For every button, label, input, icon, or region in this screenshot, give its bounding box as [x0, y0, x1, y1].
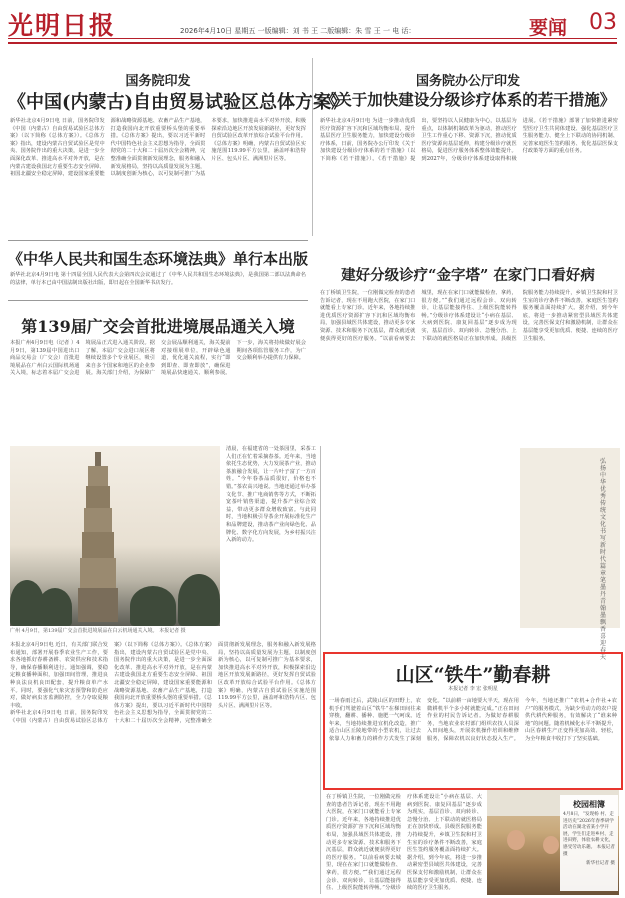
article8-body: [10, 642, 316, 892]
article3-body-text: 新华社北京4月9日电 第十四届全国人民代表大会第四次会议通过了《中华人民共和国生态环境法典》，是我国第二部以法典命名的法律，单行本已由中国法制出版社出版，即日起在全国新华书店发行。: [10, 272, 306, 286]
column-divider: [320, 446, 321, 894]
photo-caption: 广州 4月9日，第139届广交会首批进境展品在白云机场通关入境。 本报记者 摄: [10, 628, 186, 634]
article4-body-text: 在丁桥镇卫生院，一位刚做完检查的患者告诉记者，现在不用跑大医院，在家门口就能看上专家门诊。近年来，各地持续推进优质医疗资源扩容下沉和区域均衡布局，加强县域医共体建设，推动更多专家资源、技术和服务下沉基层，群众就近就便获得更好的医疗服务。“以前看病要去城里，现在在家门口就能做检查、拿药，很方便。”“我们通过远程会诊、双向转诊，让基层能接得住、上级医院能转得畅。”分级诊疗体系建设让“小病在基层、大病到医院、康复回基层”逐步成为现实，基层首诊、双向转诊、急慢分治、上下联动的就医格局正在加快形成。县级医院服务能力持续提升，乡镇卫生院和村卫生室的诊疗条件不断改善，家庭医生签约服务覆盖面持续扩大。据介绍，到今年底，将进一步推动紧密型县域医共体建设，完善医保支付和激励机制，让群众在基层能享受更加优质、便捷、连续的医疗卫生服务。: [320, 290, 618, 342]
photo-credit: 新华社记者 摄: [585, 861, 615, 867]
article4-headline: 建好分级诊疗“金字塔” 在家门口看好病: [341, 267, 595, 284]
article1-body: [10, 118, 306, 228]
article4-body: [320, 290, 618, 446]
article1-kicker: 国务院印发: [125, 74, 191, 89]
masthead-meta: 2026年4月10日 星期五 一版编辑：刘 书 王 二版编辑：朱 雪 王 一 电 话：: [180, 27, 416, 35]
page-number: 03: [589, 10, 617, 35]
pagoda-illustration: [78, 452, 118, 622]
calligraphy-image: [520, 448, 620, 661]
article1-headline: 《中国(内蒙古)自由贸易试验区总体方案》: [8, 92, 350, 113]
article5-headline: 第139届广交会首批进境展品通关入境: [21, 317, 295, 336]
divider: [8, 240, 308, 241]
news-photo-pagoda: [10, 446, 220, 626]
article5-body-text: 本报广州4月9日电（记者 ）4月9日，第139届中国进出口商品交易会（广交会）首批进境展品在广州白云国际机场通关入境，标志着本届广交会进境展品正式进入通关阶段。据了解，本届广交会进口展区将继续设置多个专业展区，吸引来自多个国家和地区的企业参展。海关部门介绍，为保障广交会展品顺利通关，海关提前对接组展单位，开辟绿色通道，优化通关流程，实行“即到即查、即查即放”，确保进境展品快速通关、顺利参展。下一步，海关将持续做好展会期间各项监管服务工作，为广交会顺利举办提供有力保障。: [10, 340, 306, 377]
article3-headline: 《中华人民共和国生态环境法典》单行本出版: [8, 250, 309, 268]
article1-repeat-text: 新华社北京4月9日电 日前，国务院印发《中国（内蒙古）自由贸易试验区总体方案》（以下简称《总体方案》）。《总体方案》指出，建设内蒙古自贸试验区是党中央、国务院作出的重大决策，是进一步全面深化改革、推进高水平对外开放，是在内蒙古建设我国北方重要生态安全屏障、祖国北疆安全稳定屏障，建设国家重要能源和战略资源基地、农畜产品生产基地，打造我国向北开放重要桥头堡的重要举措。《总体方案》提出，要以习近平新时代中国特色社会主义思想为指导，全面贯彻党的二十大和二十届历次全会精神，完整准确全面贯彻新发展理念，服务和融入新发展格局，坚持以高质量发展为主题，以制度创新为核心，以可复制可推广为基本要求，加快推进高水平对外开放，积极探索沿边地区开放发展新路径，更好发挥自贸试验区改革开放综合试验平台作用。《总体方案》明确，内蒙古自贸试验区实施范围119.99平方公里，涵盖呼和浩特片区、包头片区、满洲里片区等。: [10, 642, 316, 724]
article4-continued: [326, 794, 482, 894]
column-divider: [312, 58, 313, 236]
section-name: 要闻: [528, 17, 567, 39]
article6-headline: 山区“铁牛”勤春耕: [395, 664, 551, 686]
article7-body: [226, 446, 316, 636]
masthead-rule: [8, 38, 617, 39]
article2-body: [320, 118, 618, 228]
article3-body: [10, 272, 306, 294]
tree-shape: [178, 574, 220, 626]
article2-kicker: 国务院办公厅印发: [415, 74, 520, 89]
photo-caption-title: 校园相簿: [573, 799, 605, 809]
tree-shape: [38, 588, 72, 626]
article6-body: [329, 698, 617, 786]
photo-caption-panel: [560, 795, 618, 891]
article7-body-text: 清晨，在福建省的一处茶园里，采茶工人们正在忙着采摘春茶。近年来，当地依托生态优势，大力发展茶产业，推动茶旅融合发展，让一片叶子富了一方百姓。“今年春茶品质很好，价格也不错。”茶农高兴地说。当地还通过举办茶文化节、推广电商销售等方式，不断拓宽茶叶销售渠道，提升茶产业综合效益，带动更多群众增收致富。与此同时，当地积极引导茶企开展标准化生产和品牌建设，推动茶产业向绿色化、品牌化、数字化方向发展，为乡村振兴注入新的动力。: [226, 446, 316, 544]
article2-headline: 《关于加快建设分级诊疗体系的若干措施》: [320, 90, 616, 109]
calligraphy-text: 弘扬中华优秀传统文化 书写新时代篇章 笔墨丹青 翰墨飘香 喜迎春天: [600, 458, 607, 661]
article4-continued-text: 在丁桥镇卫生院，一位刚做完检查的患者告诉记者，现在不用跑大医院，在家门口就能看上专家门诊。近年来，各地持续推进优质医疗资源扩容下沉和区域均衡布局，加强县域医共体建设，推动更多专家资源、技术和服务下沉基层，群众就近就便获得更好的医疗服务。“以前看病要去城里，现在在家门口就能做检查、拿药，很方便。”“我们通过远程会诊、双向转诊，让基层能接得住、上级医院能转得畅。”分级诊疗体系建设让“小病在基层、大病到医院、康复回基层”逐步成为现实，基层首诊、双向转诊、急慢分治、上下联动的就医格局正在加快形成。县级医院服务能力持续提升，乡镇卫生院和村卫生室的诊疗条件不断改善，家庭医生签约服务覆盖面持续扩大。据介绍，到今年底，将进一步推动紧密型县域医共体建设，完善医保支付和激励机制，让群众在基层能享受更加优质、便捷、连续的医疗卫生服务。: [326, 794, 482, 892]
masthead: [8, 4, 617, 44]
photo-caption-body: 4月8日，“发现杨 村、走进历史”2026年春季研学活动在湖北省某小学开展，学生们走进乡村、走进田野，体验农耕文化，感受劳动乐趣。 本报记者 摄: [563, 812, 615, 857]
newspaper-logo: 光明日报: [8, 11, 117, 40]
article1-body-text: 新华社北京4月9日电 日前，国务院印发《中国（内蒙古）自由贸易试验区总体方案》（以下简称《总体方案》）。《总体方案》指出，建设内蒙古自贸试验区是党中央、国务院作出的重大决策，是进一步全面深化改革、推进高水平对外开放，是在内蒙古建设我国北方重要生态安全屏障、祖国北疆安全稳定屏障，建设国家重要能源和战略资源基地、农畜产品生产基地，打造我国向北开放重要桥头堡的重要举措。《总体方案》提出，要以习近平新时代中国特色社会主义思想为指导，全面贯彻党的二十大和二十届历次全会精神，完整准确全面贯彻新发展理念，服务和融入新发展格局，坚持以高质量发展为主题，以制度创新为核心，以可复制可推广为基本要求，加快推进高水平对外开放，积极探索沿边地区开放发展新路径，更好发挥自贸试验区改革开放综合试验平台作用。《总体方案》明确，内蒙古自贸试验区实施范围119.99平方公里，涵盖呼和浩特片区、包头片区、满洲里片区等。: [10, 118, 306, 178]
article5-body: [10, 340, 306, 440]
article6-body-text: 一场春雨过后，武陵山区的田野上，农机手们驾驶着山区“铁牛”在梯田间往来穿梭，翻耕、播种、施肥一气呵成。近年来，当地持续推进宜机化改造，推广适合山区丘陵地带的小型农机，让过去依靠人力和畜力的耕作方式发生了深刻变化。“以前耕一亩地要大半天，现在用微耕机半个多小时就能完成。”正在田间作业的村民告诉记者。为做好春耕服务，当地农业农村部门组织农技人员深入田间地头，开展农机操作培训和维修服务，保障农机以良好状态投入生产。今年，当地还推广“农机+合作社+农户”的服务模式，为缺少劳动力的农户提供代耕代种服务，有效解决了“谁来种地”的问题。随着机械化水平不断提升，山区春耕生产正变得更加高效、轻松，为全年粮食丰收打下了坚实基础。: [329, 698, 617, 742]
article6-byline: 本报记者 李 宏 张明星: [448, 686, 498, 692]
article8-body-text: 本报北京4月9日电 近日，有关部门联合发布通知，部署开展春季农业生产工作，要求各地抓好春耕备耕、农资供应和技术指导，确保春播顺利进行。通知强调，要稳定粮食播种面积，加强田间管理，推进良种良法良机良田配套，提升粮食单产水平。同时，要强化气象灾害预警和防范应对，做好病虫害监测防控，全力夺取夏粮丰收。: [10, 642, 108, 709]
tree-shape: [130, 586, 176, 626]
article2-body-text: 新华社北京4月9日电 为进一步推动优质医疗资源扩容下沉和区域均衡布局，提升基层医疗卫生服务能力，加快建设分级诊疗体系，日前，国务院办公厅印发《关于加快建设分级诊疗体系的若干措施》（以下简称《若干措施》）。《若干措施》提出，要坚持以人民健康为中心，以基层为重点，以体制机制改革为驱动，推动医疗卫生工作重心下移、资源下沉，推动优质医疗资源向基层延伸，构建分级诊疗就医格局，促进医疗服务体系整体效能提升。到2027年，分级诊疗体系建设取得积极进展。《若干措施》部署了加快推进紧密型医疗卫生共同体建设、强化基层医疗卫生服务能力、健全上下联动的协同机制、完善家庭医生签约服务、优化基层医保支付政策等方面的重点任务。: [320, 118, 618, 162]
divider: [8, 300, 308, 301]
